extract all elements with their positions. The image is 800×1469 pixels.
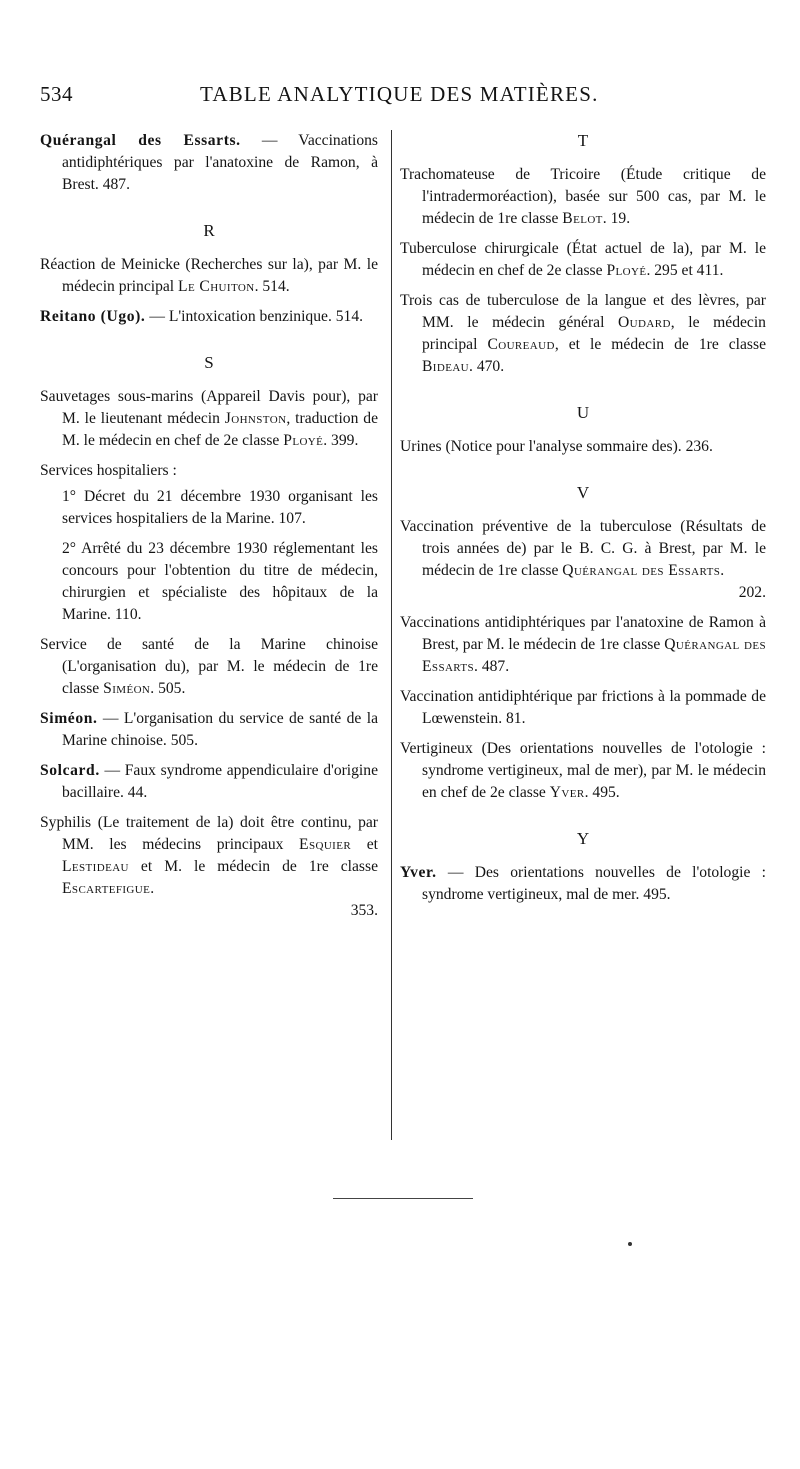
- index-entry: [40, 634, 378, 700]
- index-entry: [400, 862, 766, 906]
- index-entry: [40, 760, 378, 804]
- entry-text: — Faux syndrome appendiculaire d'origine bacillaire. 44.: [62, 762, 378, 801]
- index-entry: Vaccination antidiphtérique par frictions à la pommade de Lœwenstein. 81.: [400, 688, 766, 727]
- index-entry: [400, 612, 766, 678]
- author-name: Le Chuiton: [178, 278, 255, 295]
- section-letter-v: V: [576, 483, 590, 502]
- author-name: Ployé: [283, 432, 324, 449]
- section-letter-t: T: [577, 131, 589, 150]
- entry-page: 353.: [350, 902, 378, 919]
- index-entry: [40, 708, 378, 752]
- author-name: Johnston: [224, 410, 287, 427]
- running-title: TABLE ANALYTIQUE DES MATIÈRES.: [200, 82, 599, 106]
- entry-head: Solcard.: [40, 762, 100, 779]
- page-header: [40, 82, 780, 116]
- entry-head: Yver.: [400, 864, 437, 881]
- right-column: [400, 130, 766, 914]
- entry-text: — Vaccinations antidiphtériques par l'anatoxine de Ramon, à Brest. 487.: [62, 132, 378, 193]
- entry-page: . 487.: [474, 658, 510, 675]
- section-letter-r: R: [203, 221, 215, 240]
- entry-page: . 470.: [469, 358, 505, 375]
- section-letter-y: Y: [576, 829, 590, 848]
- index-entry: [400, 516, 766, 604]
- entry-text: Vertigineux (Des orientations nouvelles de l'otologie : syndrome vertigineux, mal de mer), par M. le médecin en chef de 2e classe: [400, 740, 766, 801]
- entry-text: Réaction de Meinicke (Recherches sur la), par M. le médecin principal: [40, 256, 378, 295]
- index-entry: [400, 290, 766, 378]
- entry-text: — L'organisation du service de santé de la Marine chinoise. 505.: [62, 710, 378, 749]
- author-name: Belot: [562, 210, 603, 227]
- author-name: Quérangal des Essarts: [562, 562, 721, 579]
- author-name: Lestideau: [62, 858, 129, 875]
- print-speck: [628, 1242, 632, 1246]
- entry-page: . 505.: [150, 680, 186, 697]
- entry-text: — Des orientations nouvelles de l'otologie : syndrome vertigineux, mal de mer. 495.: [422, 864, 766, 903]
- author-name: Oudard: [618, 314, 671, 331]
- index-entry: [400, 238, 766, 282]
- index-entry: [40, 306, 378, 328]
- entry-page: . 399.: [323, 432, 359, 449]
- entry-page: . 295 et 411.: [646, 262, 724, 279]
- section-letter-u: U: [576, 403, 590, 422]
- entry-text: Vaccinations antidiphtériques par l'anatoxine de Ramon à Brest, par M. le médecin de 1re classe: [400, 614, 766, 653]
- entry-head: Siméon.: [40, 710, 98, 727]
- author-name: Bideau: [422, 358, 470, 375]
- entry-text: et M. le médecin de 1re classe: [128, 858, 378, 875]
- sub-entry: 1° Décret du 21 décembre 1930 organisant les services hospitaliers de la Marine. 107.: [62, 488, 378, 527]
- entry-text: — L'intoxication benzinique. 514.: [145, 308, 364, 325]
- entry-head: Quérangal des Essarts.: [40, 132, 241, 149]
- index-entry: [40, 254, 378, 298]
- entry-text: .: [150, 880, 155, 897]
- entry-page: . 495.: [584, 784, 620, 801]
- entry-text: et: [351, 836, 378, 853]
- entry-text: Syphilis (Le traitement de la) doit être continu, par MM. les médecins principaux: [40, 814, 378, 853]
- entry-text: , et le médecin de 1re classe: [554, 336, 766, 353]
- author-name: Coureaud: [487, 336, 555, 353]
- left-column: [40, 130, 378, 930]
- sub-entry: 2° Arrêté du 23 décembre 1930 réglementant les concours pour l'obtention du titre de médecin, chirurgien et spécialiste des hôpitaux de la Marine. 110.: [62, 540, 378, 623]
- index-entry: [40, 130, 378, 196]
- index-entry-title: Services hospitaliers :: [40, 462, 177, 479]
- entry-text: Vaccination préventive de la tuberculose (Résultats de trois années de) par le B. C. G. à Brest, par M. le médecin de 1re classe: [400, 518, 766, 579]
- author-name: Ployé: [606, 262, 647, 279]
- entry-page: 202.: [738, 584, 766, 601]
- author-name: Siméon: [103, 680, 151, 697]
- page-number: 534: [40, 82, 73, 106]
- entry-text: , traduction de M. le médecin en chef de 2e classe: [62, 410, 378, 449]
- entry-text: Tuberculose chirurgicale (État actuel de la), par M. le médecin en chef de 2e classe: [400, 240, 766, 279]
- footer-rule: [333, 1198, 473, 1199]
- section-letter-s: S: [204, 353, 214, 372]
- entry-text: Trois cas de tuberculose de la langue et des lèvres, par MM. le médecin général: [400, 292, 766, 331]
- index-entry: Urines (Notice pour l'analyse sommaire des). 236.: [400, 438, 713, 455]
- entry-page: . 19.: [602, 210, 631, 227]
- index-entry: [400, 738, 766, 804]
- index-entry: [40, 812, 378, 922]
- column-divider: [391, 130, 392, 1140]
- entry-text: .: [720, 562, 725, 579]
- entry-text: , le médecin principal: [422, 314, 766, 353]
- entry-text: Service de santé de la Marine chinoise (L'organisation du), par M. le médecin de 1re classe: [40, 636, 378, 697]
- entry-text: Trachomateuse de Tricoire (Étude critique de l'intradermoréaction), basée sur 500 cas, par M. le médecin de 1re classe: [400, 166, 766, 227]
- entry-page: . 514.: [254, 278, 290, 295]
- entry-text: Sauvetages sous-marins (Appareil Davis pour), par M. le lieutenant médecin: [40, 388, 378, 427]
- author-name: Yver: [549, 784, 585, 801]
- index-entry: [400, 164, 766, 230]
- author-name: Quérangal des Essarts: [422, 636, 766, 675]
- index-entry: [40, 386, 378, 452]
- entry-head: Reitano (Ugo).: [40, 308, 146, 325]
- author-name: Escartefigue: [62, 880, 151, 897]
- author-name: Esquier: [299, 836, 352, 853]
